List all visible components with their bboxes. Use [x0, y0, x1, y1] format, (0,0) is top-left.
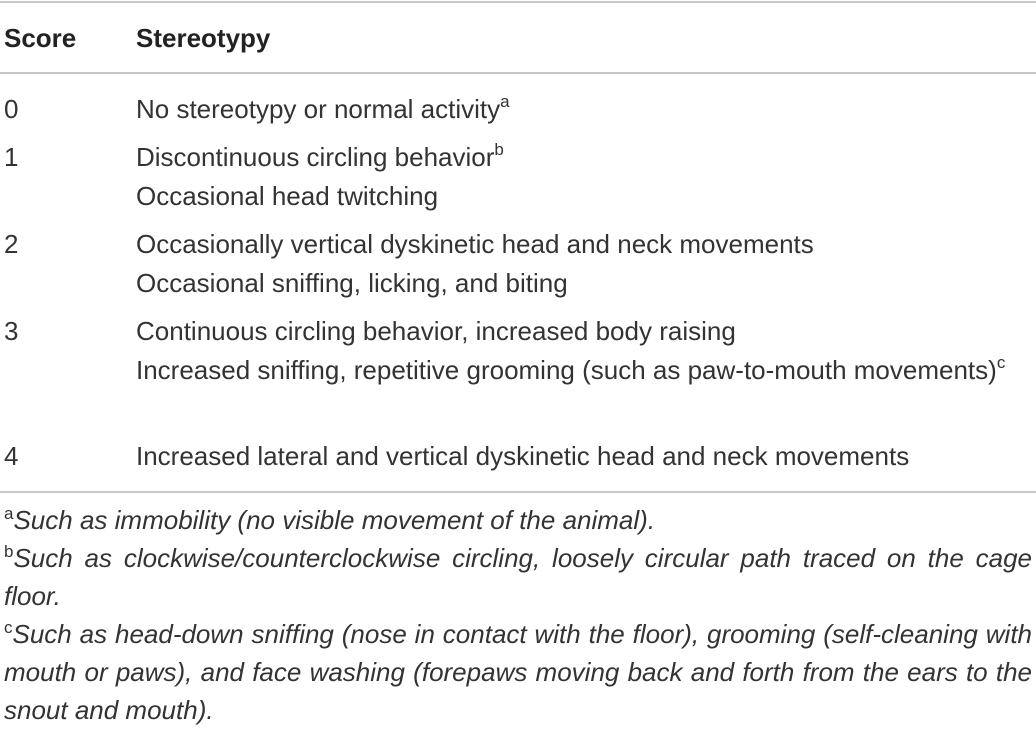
score-cell: 2	[4, 229, 19, 259]
footnotes	[4, 501, 1032, 729]
footnote-text: Such as head-down sniffing (nose in contact with the floor), grooming (self-cleaning with mouth or paws), and face washing (forepaws moving back and forth from the ears to the snout and mouth).	[4, 619, 1032, 725]
stereotypy-text: Increased sniffing, repetitive grooming (such as paw-to-mouth movements)	[136, 355, 997, 385]
stereotypy-line: Occasional head twitching	[136, 181, 439, 211]
table-top-rule	[0, 1, 1036, 3]
stereotypy-cell	[136, 225, 1031, 303]
footnote-rule	[0, 491, 1036, 493]
stereotypy-cell	[136, 437, 1031, 476]
footnote-mark: a	[4, 504, 14, 523]
stereotypy-cell	[136, 90, 1031, 129]
stereotypy-text: No stereotypy or normal activity	[136, 94, 501, 124]
stereotypy-line	[136, 138, 1031, 177]
stereotypy-text: Discontinuous circling behavior	[136, 142, 495, 172]
footnote-marker: c	[996, 353, 1006, 372]
footnote	[4, 539, 1032, 615]
stereotypy-cell	[136, 138, 1031, 216]
footnote-text: Such as immobility (no visible movement of the animal).	[13, 505, 656, 535]
footnote-text: Such as clockwise/counterclockwise circling, loosely circular path traced on the cage floor.	[4, 543, 1032, 611]
score-cell: 1	[4, 142, 19, 172]
score-cell: 0	[4, 94, 19, 124]
stereotypy-line	[136, 90, 1031, 129]
footnote	[4, 615, 1032, 729]
stereotypy-line: Increased lateral and vertical dyskinetic head and neck movements	[136, 441, 910, 471]
stereotypy-line: Continuous circling behavior, increased body raising	[136, 316, 736, 346]
stereotypy-line: Occasionally vertical dyskinetic head and neck movements	[136, 229, 814, 259]
footnote-marker: b	[494, 140, 504, 159]
column-header-stereotypy: Stereotypy	[136, 23, 271, 53]
footnote-mark: c	[4, 618, 13, 637]
score-cell: 3	[4, 316, 19, 346]
stereotypy-cell	[136, 312, 1031, 390]
stereotypy-line: Occasional sniffing, licking, and biting	[136, 268, 568, 298]
footnote-marker: a	[500, 92, 510, 111]
footnote-mark: b	[4, 542, 14, 561]
stereotypy-line	[136, 351, 1031, 390]
score-cell: 4	[4, 441, 19, 471]
header-rule	[0, 72, 1036, 74]
column-header-score: Score	[4, 23, 77, 53]
footnote	[4, 501, 1032, 539]
